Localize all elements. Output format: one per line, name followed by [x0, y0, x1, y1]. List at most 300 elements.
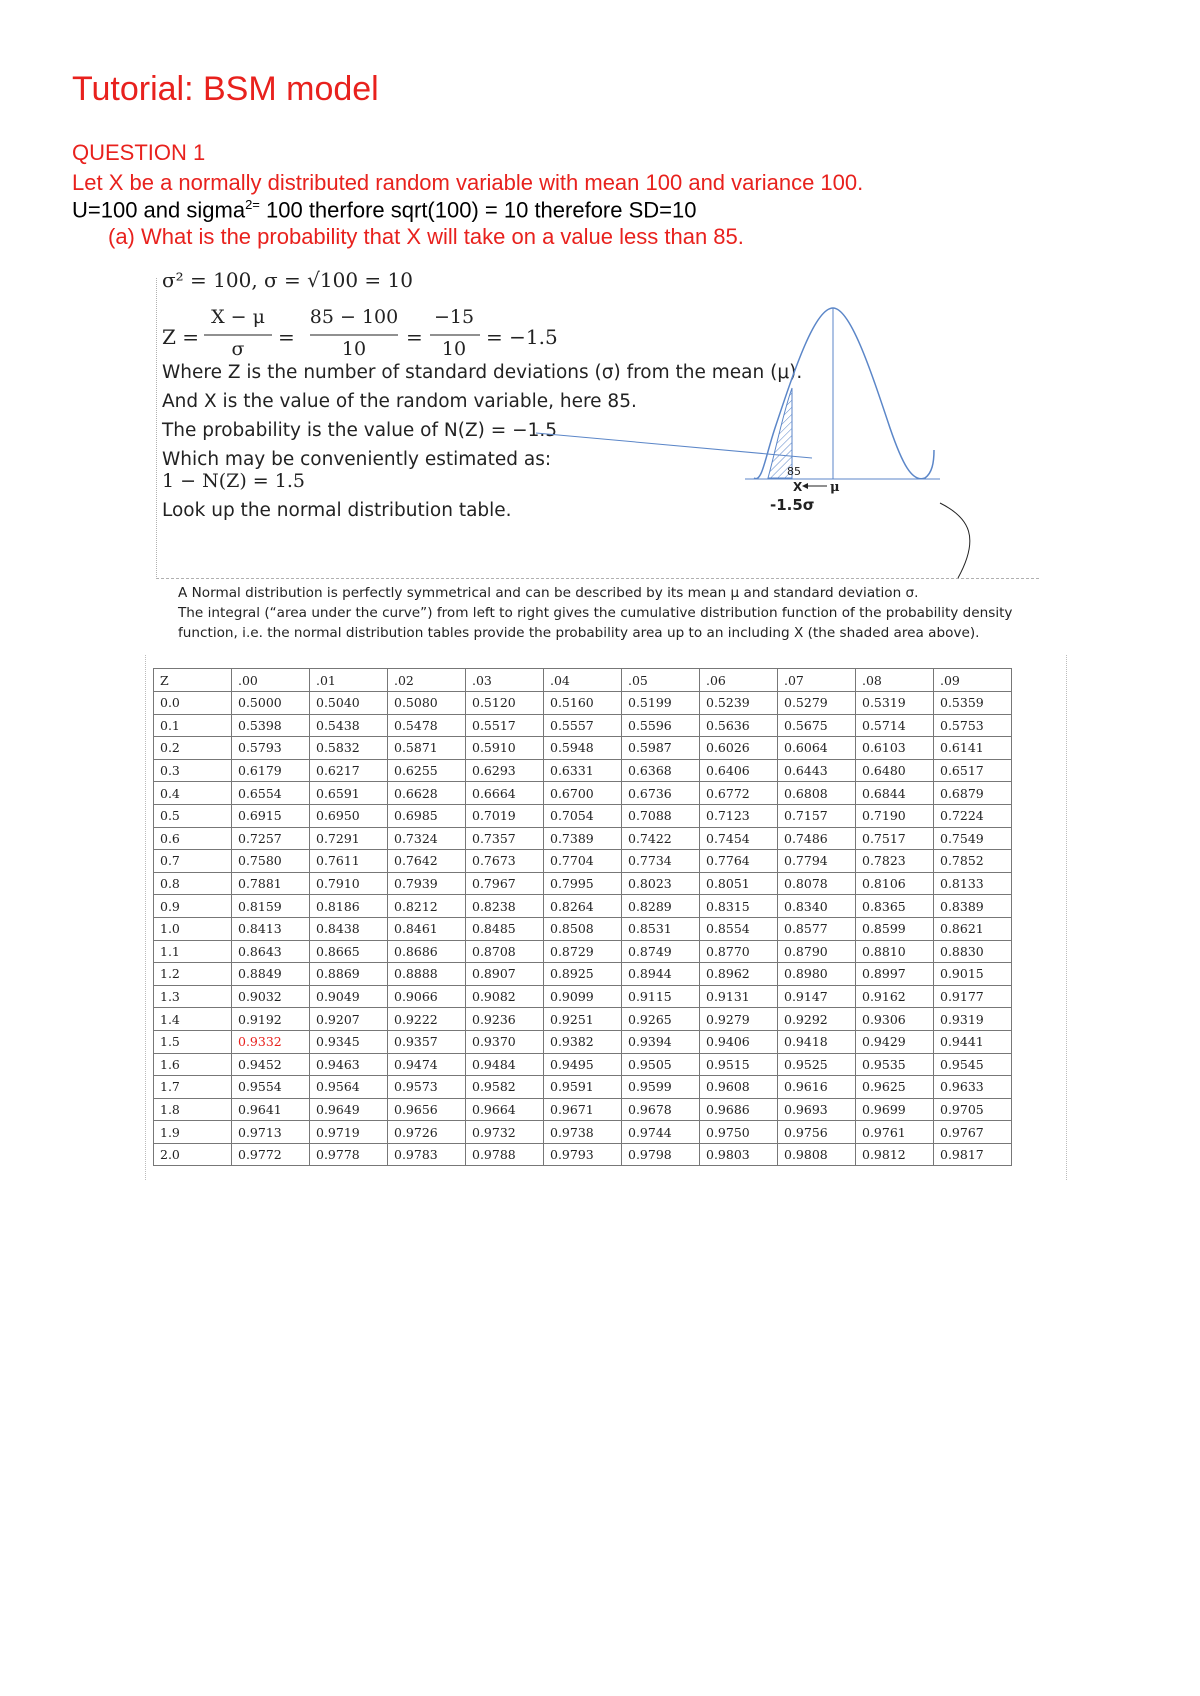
- z-value-cell: 0.0: [154, 692, 232, 715]
- probability-cell: 0.8944: [622, 963, 700, 986]
- fraction1-numerator: X − μ: [211, 306, 265, 328]
- variance-equation: σ² = 100, σ = √100 = 10: [162, 268, 413, 292]
- label-mu: μ: [830, 480, 840, 495]
- probability-cell: 0.9429: [856, 1030, 934, 1053]
- probability-cell: 0.8729: [544, 940, 622, 963]
- table-header-cell: .05: [622, 669, 700, 692]
- probability-cell: 0.6255: [388, 759, 466, 782]
- probability-cell: 0.9515: [700, 1053, 778, 1076]
- probability-cell: 0.6700: [544, 782, 622, 805]
- table-row: [154, 872, 1012, 895]
- probability-cell: 0.7852: [934, 850, 1012, 873]
- z-result: = −1.5: [486, 325, 558, 349]
- arrow-head-icon: [802, 483, 808, 489]
- probability-cell: 0.8790: [778, 940, 856, 963]
- probability-cell: 0.9292: [778, 1008, 856, 1031]
- probability-cell: 0.9608: [700, 1076, 778, 1099]
- explanation-figure: [150, 268, 1055, 648]
- label-x: X: [793, 480, 803, 494]
- probability-cell: 0.9535: [856, 1053, 934, 1076]
- z-value-cell: 0.6: [154, 827, 232, 850]
- fraction3-denominator: 10: [441, 338, 467, 360]
- probability-cell: 0.9147: [778, 985, 856, 1008]
- probability-cell: 0.6554: [232, 782, 310, 805]
- probability-cell: 0.9686: [700, 1098, 778, 1121]
- probability-cell: 0.6217: [310, 759, 388, 782]
- probability-cell: 0.7190: [856, 804, 934, 827]
- probability-cell: 0.8925: [544, 963, 622, 986]
- probability-cell: 0.9554: [232, 1076, 310, 1099]
- probability-cell: 0.6844: [856, 782, 934, 805]
- probability-cell: 0.7642: [388, 850, 466, 873]
- probability-cell: 0.9251: [544, 1008, 622, 1031]
- table-row: [154, 895, 1012, 918]
- probability-cell: 0.8133: [934, 872, 1012, 895]
- probability-cell: 0.7995: [544, 872, 622, 895]
- probability-cell: 0.7157: [778, 804, 856, 827]
- probability-cell: 0.6628: [388, 782, 466, 805]
- probability-cell: 0.7123: [700, 804, 778, 827]
- fraction2-denominator: 10: [341, 338, 367, 360]
- probability-cell: 0.5359: [934, 692, 1012, 715]
- probability-cell: 0.9656: [388, 1098, 466, 1121]
- table-body: [154, 692, 1012, 1166]
- label-85: 85: [787, 465, 801, 478]
- probability-cell: 0.7324: [388, 827, 466, 850]
- probability-cell: 0.9732: [466, 1121, 544, 1144]
- probability-cell: 0.7257: [232, 827, 310, 850]
- probability-cell: 0.9744: [622, 1121, 700, 1144]
- probability-cell: 0.9705: [934, 1098, 1012, 1121]
- table-header-cell: .02: [388, 669, 466, 692]
- question-part-a: (a) What is the probability that X will take on a value less than 85.: [108, 224, 744, 249]
- probability-cell: 0.9750: [700, 1121, 778, 1144]
- probability-cell: 0.8238: [466, 895, 544, 918]
- probability-cell: 0.9495: [544, 1053, 622, 1076]
- table-header-cell: .04: [544, 669, 622, 692]
- z-value-cell: 1.2: [154, 963, 232, 986]
- probability-cell: 0.7019: [466, 804, 544, 827]
- probability-cell: 0.8340: [778, 895, 856, 918]
- probability-cell: 0.5478: [388, 714, 466, 737]
- probability-cell: 0.8508: [544, 917, 622, 940]
- table-header-cell: .09: [934, 669, 1012, 692]
- probability-cell: 0.9767: [934, 1121, 1012, 1144]
- probability-cell: 0.9505: [622, 1053, 700, 1076]
- note-line-3: function, i.e. the normal distribution tables provide the probability area up to an including X (the shaded area above).: [178, 625, 980, 641]
- connector-curve: [940, 503, 970, 578]
- probability-cell: 0.9406: [700, 1030, 778, 1053]
- probability-cell: 0.8531: [622, 917, 700, 940]
- table-row: [154, 963, 1012, 986]
- probability-cell: 0.8413: [232, 917, 310, 940]
- probability-cell: 0.5793: [232, 737, 310, 760]
- probability-cell: 0.9162: [856, 985, 934, 1008]
- table-header-cell: Z: [154, 669, 232, 692]
- z-value-cell: 1.3: [154, 985, 232, 1008]
- probability-cell: 0.6406: [700, 759, 778, 782]
- probability-cell: 0.8315: [700, 895, 778, 918]
- equals-sign: =: [406, 325, 423, 349]
- probability-cell: 0.9713: [232, 1121, 310, 1144]
- probability-cell: 0.6179: [232, 759, 310, 782]
- table-header-cell: .08: [856, 669, 934, 692]
- probability-cell: 0.5000: [232, 692, 310, 715]
- probability-cell: 0.8980: [778, 963, 856, 986]
- explanation-lookup: Look up the normal distribution table.: [162, 500, 512, 521]
- probability-cell: 0.9783: [388, 1143, 466, 1166]
- z-value-cell: 1.6: [154, 1053, 232, 1076]
- probability-cell: 0.7794: [778, 850, 856, 873]
- z-value-cell: 1.0: [154, 917, 232, 940]
- probability-cell: 0.9798: [622, 1143, 700, 1166]
- table-header-cell: .07: [778, 669, 856, 692]
- probability-cell: 0.8023: [622, 872, 700, 895]
- explanation-estimate: Which may be conveniently estimated as:: [162, 449, 552, 470]
- probability-cell: 0.9357: [388, 1030, 466, 1053]
- probability-cell: 0.7611: [310, 850, 388, 873]
- table-row: [154, 850, 1012, 873]
- probability-cell: 0.9192: [232, 1008, 310, 1031]
- explanation-formula: 1 − N(Z) = 1.5: [162, 470, 305, 492]
- probability-cell: 0.9649: [310, 1098, 388, 1121]
- probability-cell: 0.6736: [622, 782, 700, 805]
- probability-cell: 0.7454: [700, 827, 778, 850]
- probability-cell: 0.7881: [232, 872, 310, 895]
- probability-cell: 0.5596: [622, 714, 700, 737]
- z-value-cell: 1.4: [154, 1008, 232, 1031]
- student-note-part-a: U=100 and sigma: [72, 197, 246, 223]
- probability-cell: 0.8212: [388, 895, 466, 918]
- probability-cell: 0.8159: [232, 895, 310, 918]
- z-value-cell: 1.5: [154, 1030, 232, 1053]
- probability-cell: 0.7580: [232, 850, 310, 873]
- explanation-z-definition: Where Z is the number of standard deviations (σ) from the mean (μ).: [162, 362, 803, 383]
- probability-cell: 0.9207: [310, 1008, 388, 1031]
- probability-cell: 0.8665: [310, 940, 388, 963]
- probability-cell: 0.9345: [310, 1030, 388, 1053]
- probability-cell: 0.5040: [310, 692, 388, 715]
- z-value-cell: 2.0: [154, 1143, 232, 1166]
- probability-cell: 0.8907: [466, 963, 544, 986]
- explanation-x-definition: And X is the value of the random variable, here 85.: [162, 391, 637, 412]
- probability-cell: 0.5910: [466, 737, 544, 760]
- probability-cell: 0.5398: [232, 714, 310, 737]
- table-row: [154, 827, 1012, 850]
- probability-cell: 0.5120: [466, 692, 544, 715]
- table-header-row: [154, 669, 1012, 692]
- probability-cell: 0.7823: [856, 850, 934, 873]
- probability-cell: 0.6915: [232, 804, 310, 827]
- table-row: [154, 1121, 1012, 1144]
- probability-cell: 0.8365: [856, 895, 934, 918]
- probability-cell: 0.8599: [856, 917, 934, 940]
- probability-cell: 0.9319: [934, 1008, 1012, 1031]
- z-value-cell: 0.9: [154, 895, 232, 918]
- table-row: [154, 782, 1012, 805]
- probability-cell: 0.9693: [778, 1098, 856, 1121]
- probability-cell: 0.8708: [466, 940, 544, 963]
- fraction3-numerator: −15: [433, 306, 475, 328]
- table-row: [154, 692, 1012, 715]
- probability-cell: 0.8078: [778, 872, 856, 895]
- probability-cell: 0.7517: [856, 827, 934, 850]
- z-value-cell: 0.5: [154, 804, 232, 827]
- probability-cell: 0.7054: [544, 804, 622, 827]
- probability-cell: 0.6950: [310, 804, 388, 827]
- probability-cell: 0.7389: [544, 827, 622, 850]
- probability-cell: 0.7291: [310, 827, 388, 850]
- probability-cell: 0.9633: [934, 1076, 1012, 1099]
- table-header-cell: .01: [310, 669, 388, 692]
- student-note-superscript: 2=: [245, 197, 260, 212]
- probability-cell: 0.6808: [778, 782, 856, 805]
- table-row: [154, 1053, 1012, 1076]
- probability-cell: 0.7422: [622, 827, 700, 850]
- probability-cell: 0.9719: [310, 1121, 388, 1144]
- probability-cell: 0.9772: [232, 1143, 310, 1166]
- probability-cell: 0.9545: [934, 1053, 1012, 1076]
- probability-cell: 0.9788: [466, 1143, 544, 1166]
- probability-cell: 0.8438: [310, 917, 388, 940]
- probability-cell: 0.9582: [466, 1076, 544, 1099]
- probability-cell: 0.8289: [622, 895, 700, 918]
- table-row: [154, 737, 1012, 760]
- z-value-cell: 0.1: [154, 714, 232, 737]
- probability-cell: 0.8621: [934, 917, 1012, 940]
- z-value-cell: 1.8: [154, 1098, 232, 1121]
- probability-cell: 0.9738: [544, 1121, 622, 1144]
- z-value-cell: 0.3: [154, 759, 232, 782]
- probability-cell: 0.9370: [466, 1030, 544, 1053]
- student-note-part-b: 100 therfore sqrt(100) = 10 therefore SD=10: [259, 197, 697, 223]
- probability-cell: 0.9699: [856, 1098, 934, 1121]
- probability-cell: 0.9808: [778, 1143, 856, 1166]
- probability-cell: 0.8869: [310, 963, 388, 986]
- probability-cell: 0.9778: [310, 1143, 388, 1166]
- probability-cell: 0.9082: [466, 985, 544, 1008]
- table-row: [154, 985, 1012, 1008]
- z-value-cell: 0.7: [154, 850, 232, 873]
- probability-cell: 0.9441: [934, 1030, 1012, 1053]
- probability-cell: 0.9394: [622, 1030, 700, 1053]
- probability-cell: 0.5279: [778, 692, 856, 715]
- probability-cell: 0.5636: [700, 714, 778, 737]
- probability-cell: 0.9616: [778, 1076, 856, 1099]
- probability-cell: 0.6879: [934, 782, 1012, 805]
- probability-cell: 0.5557: [544, 714, 622, 737]
- probability-cell: 0.6480: [856, 759, 934, 782]
- normal-distribution-note: [178, 583, 1012, 643]
- probability-cell: 0.9265: [622, 1008, 700, 1031]
- probability-cell: 0.6772: [700, 782, 778, 805]
- probability-cell: 0.8264: [544, 895, 622, 918]
- probability-cell: 0.6368: [622, 759, 700, 782]
- probability-cell: 0.8485: [466, 917, 544, 940]
- probability-cell: 0.9756: [778, 1121, 856, 1144]
- probability-cell: 0.9032: [232, 985, 310, 1008]
- probability-cell: 0.9222: [388, 1008, 466, 1031]
- probability-cell: 0.6664: [466, 782, 544, 805]
- probability-cell: 0.7549: [934, 827, 1012, 850]
- probability-cell: 0.9115: [622, 985, 700, 1008]
- probability-cell: 0.8554: [700, 917, 778, 940]
- z-value-cell: 1.7: [154, 1076, 232, 1099]
- student-note: [72, 197, 697, 223]
- probability-cell: 0.8962: [700, 963, 778, 986]
- probability-cell: 0.9564: [310, 1076, 388, 1099]
- document-title: Tutorial: BSM model: [72, 70, 379, 108]
- probability-cell: 0.5517: [466, 714, 544, 737]
- probability-cell: 0.5832: [310, 737, 388, 760]
- probability-cell: 0.9591: [544, 1076, 622, 1099]
- z-value-cell: 1.9: [154, 1121, 232, 1144]
- question-text: Let X be a normally distributed random variable with mean 100 and variance 100.: [72, 170, 864, 195]
- z-value-cell: 0.2: [154, 737, 232, 760]
- probability-cell: 0.9177: [934, 985, 1012, 1008]
- probability-cell: 0.8810: [856, 940, 934, 963]
- probability-cell: 0.9812: [856, 1143, 934, 1166]
- explanation-probability: The probability is the value of N(Z) = −1.5: [162, 420, 558, 441]
- probability-cell: 0.6064: [778, 737, 856, 760]
- probability-cell: 0.8888: [388, 963, 466, 986]
- z-symbol: Z =: [162, 325, 200, 349]
- label-sigma-distance: -1.5σ: [770, 496, 815, 514]
- probability-cell: 0.8051: [700, 872, 778, 895]
- probability-cell: 0.5987: [622, 737, 700, 760]
- probability-cell: 0.6141: [934, 737, 1012, 760]
- probability-cell: 0.7486: [778, 827, 856, 850]
- probability-cell: 0.8577: [778, 917, 856, 940]
- probability-cell: 0.9671: [544, 1098, 622, 1121]
- probability-cell: 0.5199: [622, 692, 700, 715]
- probability-cell: 0.7357: [466, 827, 544, 850]
- table-row: [154, 917, 1012, 940]
- probability-cell: 0.9418: [778, 1030, 856, 1053]
- probability-cell: 0.9382: [544, 1030, 622, 1053]
- probability-cell: 0.9803: [700, 1143, 778, 1166]
- probability-cell: 0.9726: [388, 1121, 466, 1144]
- equals-sign: =: [278, 325, 295, 349]
- table-row: [154, 1030, 1012, 1053]
- probability-cell: 0.5948: [544, 737, 622, 760]
- probability-cell: 0.8461: [388, 917, 466, 940]
- probability-cell: 0.9066: [388, 985, 466, 1008]
- probability-cell: 0.9306: [856, 1008, 934, 1031]
- probability-cell: 0.9664: [466, 1098, 544, 1121]
- probability-cell: 0.7910: [310, 872, 388, 895]
- probability-cell: 0.6103: [856, 737, 934, 760]
- z-value-cell: 0.4: [154, 782, 232, 805]
- probability-cell: 0.9279: [700, 1008, 778, 1031]
- probability-cell: 0.5160: [544, 692, 622, 715]
- normal-distribution-table: [153, 668, 1012, 1166]
- probability-cell: 0.5675: [778, 714, 856, 737]
- question-heading: QUESTION 1: [72, 140, 206, 165]
- probability-cell: 0.6443: [778, 759, 856, 782]
- table-row: [154, 940, 1012, 963]
- probability-cell: 0.8686: [388, 940, 466, 963]
- probability-cell: 0.7088: [622, 804, 700, 827]
- probability-cell: 0.7224: [934, 804, 1012, 827]
- probability-cell: 0.5319: [856, 692, 934, 715]
- probability-cell: 0.8749: [622, 940, 700, 963]
- probability-cell: 0.8186: [310, 895, 388, 918]
- probability-cell: 0.9236: [466, 1008, 544, 1031]
- probability-cell: 0.9793: [544, 1143, 622, 1166]
- probability-cell: 0.7704: [544, 850, 622, 873]
- probability-cell: 0.9474: [388, 1053, 466, 1076]
- probability-cell: 0.9525: [778, 1053, 856, 1076]
- note-line-1: A Normal distribution is perfectly symmetrical and can be described by its mean μ and standard deviation σ.: [178, 585, 919, 601]
- probability-cell: 0.9625: [856, 1076, 934, 1099]
- probability-cell: 0.6331: [544, 759, 622, 782]
- probability-cell: 0.8643: [232, 940, 310, 963]
- probability-cell: 0.7939: [388, 872, 466, 895]
- table-row: [154, 1008, 1012, 1031]
- probability-cell: 0.9641: [232, 1098, 310, 1121]
- probability-cell: 0.9484: [466, 1053, 544, 1076]
- probability-cell: 0.9463: [310, 1053, 388, 1076]
- probability-cell: 0.6591: [310, 782, 388, 805]
- probability-cell: 0.8830: [934, 940, 1012, 963]
- table-header-cell: .06: [700, 669, 778, 692]
- probability-cell: 0.5080: [388, 692, 466, 715]
- table-row: [154, 1076, 1012, 1099]
- probability-cell: 0.9015: [934, 963, 1012, 986]
- probability-cell: 0.6293: [466, 759, 544, 782]
- probability-cell: 0.5438: [310, 714, 388, 737]
- probability-cell: 0.7734: [622, 850, 700, 873]
- probability-cell: 0.9678: [622, 1098, 700, 1121]
- probability-cell: 0.9131: [700, 985, 778, 1008]
- probability-cell: 0.8997: [856, 963, 934, 986]
- probability-cell: 0.9332: [232, 1030, 310, 1053]
- probability-cell: 0.8770: [700, 940, 778, 963]
- probability-cell: 0.5714: [856, 714, 934, 737]
- probability-cell: 0.6985: [388, 804, 466, 827]
- probability-cell: 0.9817: [934, 1143, 1012, 1166]
- probability-cell: 0.9099: [544, 985, 622, 1008]
- probability-cell: 0.8849: [232, 963, 310, 986]
- probability-cell: 0.8106: [856, 872, 934, 895]
- note-line-2: The integral (“area under the curve”) from left to right gives the cumulative distribution function of the probability density: [178, 605, 1013, 621]
- probability-cell: 0.9761: [856, 1121, 934, 1144]
- probability-cell: 0.6026: [700, 737, 778, 760]
- table-row: [154, 1098, 1012, 1121]
- table-header-cell: .03: [466, 669, 544, 692]
- probability-cell: 0.6517: [934, 759, 1012, 782]
- table-row: [154, 804, 1012, 827]
- fraction2-numerator: 85 − 100: [309, 306, 399, 328]
- probability-cell: 0.7764: [700, 850, 778, 873]
- probability-cell: 0.9452: [232, 1053, 310, 1076]
- probability-cell: 0.9049: [310, 985, 388, 1008]
- probability-cell: 0.5753: [934, 714, 1012, 737]
- probability-cell: 0.5239: [700, 692, 778, 715]
- table-header-cell: .00: [232, 669, 310, 692]
- probability-cell: 0.7967: [466, 872, 544, 895]
- probability-cell: 0.8389: [934, 895, 1012, 918]
- fraction1-denominator: σ: [231, 338, 245, 360]
- table-row: [154, 1143, 1012, 1166]
- pointer-line: [536, 433, 812, 458]
- table-row: [154, 714, 1012, 737]
- probability-cell: 0.5871: [388, 737, 466, 760]
- probability-cell: 0.7673: [466, 850, 544, 873]
- table-row: [154, 759, 1012, 782]
- probability-cell: 0.9599: [622, 1076, 700, 1099]
